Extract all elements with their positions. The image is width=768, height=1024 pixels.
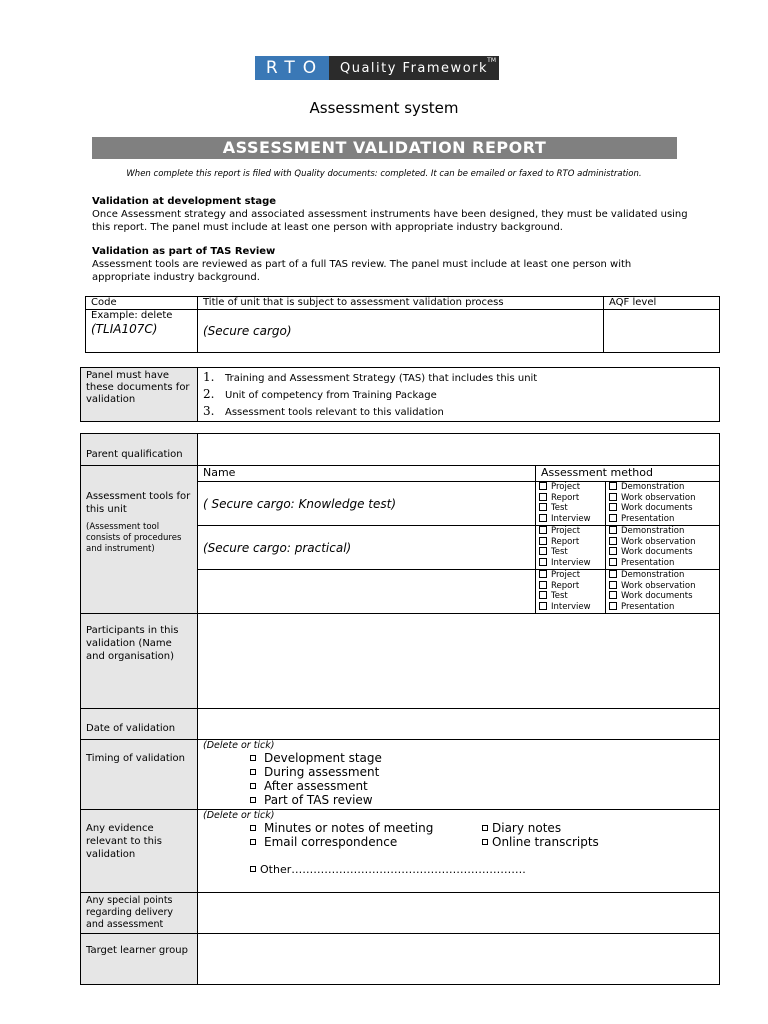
- evidence-instruction: (Delete or tick): [203, 810, 275, 821]
- checkbox-icon[interactable]: [539, 482, 547, 490]
- system-title: Assessment system: [309, 99, 459, 117]
- method-option[interactable]: [539, 547, 602, 558]
- date-field[interactable]: [198, 709, 720, 740]
- special-points-label: Any special points regarding delivery and assessment: [81, 893, 198, 934]
- panel-documents: [198, 368, 720, 422]
- assessment-tools-label-cell: [81, 466, 198, 614]
- method-option[interactable]: [539, 602, 602, 613]
- methods-left-3: [536, 570, 606, 614]
- checkbox-icon[interactable]: [539, 537, 547, 545]
- method-option[interactable]: [609, 514, 716, 525]
- methods-right-2: [606, 526, 720, 570]
- method-header: Assessment method: [536, 466, 720, 482]
- option-label: Development stage: [264, 751, 382, 765]
- parent-qualification-field[interactable]: [198, 434, 720, 466]
- timing-option[interactable]: [250, 751, 714, 765]
- checkbox-icon[interactable]: [609, 591, 617, 599]
- document-item: [203, 370, 714, 387]
- option-label: Minutes or notes of meeting: [264, 821, 434, 835]
- checkbox-icon[interactable]: [250, 866, 256, 872]
- title-value: (Secure cargo): [203, 324, 292, 338]
- evidence-left: [203, 821, 482, 849]
- checkbox-icon[interactable]: [539, 570, 547, 578]
- option-label: Online transcripts: [492, 835, 599, 849]
- checkbox-icon[interactable]: [250, 839, 256, 845]
- report-banner: ASSESSMENT VALIDATION REPORT: [92, 137, 677, 159]
- methods-left-2: [536, 526, 606, 570]
- unit-table: [85, 296, 720, 353]
- timing-instruction: (Delete or tick): [203, 740, 275, 751]
- checkbox-icon[interactable]: [539, 547, 547, 555]
- logo-qf-text: Quality Framework: [339, 60, 489, 76]
- timing-label: Timing of validation: [81, 740, 198, 810]
- logo-rto: RTO: [255, 56, 329, 80]
- checkbox-icon[interactable]: [250, 783, 256, 789]
- tool-name-text: (Secure cargo: practical): [203, 540, 352, 555]
- method-option[interactable]: [539, 581, 602, 592]
- code-value: (TLIA107C): [91, 322, 158, 336]
- checkbox-icon[interactable]: [539, 581, 547, 589]
- evidence-right: [482, 821, 599, 849]
- checkbox-icon[interactable]: [250, 797, 256, 803]
- checkbox-icon[interactable]: [250, 825, 256, 831]
- document-text: Assessment tools relevant to this validation: [225, 407, 444, 418]
- checkbox-icon[interactable]: [539, 493, 547, 501]
- participants-label: Participants in this validation (Name and organisation): [81, 614, 198, 709]
- method-option[interactable]: [609, 482, 716, 493]
- code-header: Code: [86, 297, 198, 310]
- method-label: Presentation: [621, 601, 675, 612]
- evidence-option[interactable]: [250, 821, 482, 835]
- timing-options: [203, 751, 714, 807]
- section-text-tas-review: Assessment tools are reviewed as part of a full TAS review. The panel must include at least one person with appropriate industry background.: [92, 259, 632, 283]
- method-option[interactable]: [539, 514, 602, 525]
- tool-name-3[interactable]: [198, 570, 536, 614]
- target-learner-label: Target learner group: [81, 934, 198, 985]
- tool-name-text: ( Secure cargo: Knowledge test): [203, 496, 397, 511]
- method-label: Work observation: [621, 536, 696, 547]
- parent-qualification-label: Parent qualification: [81, 434, 198, 466]
- method-option[interactable]: [539, 482, 602, 493]
- checkbox-icon[interactable]: [609, 602, 617, 610]
- methods-right-1: [606, 482, 720, 526]
- evidence-field: [198, 810, 720, 893]
- method-label: Test: [551, 591, 568, 601]
- document-number: 3.: [203, 404, 215, 418]
- method-label: Demonstration: [621, 526, 685, 536]
- aqf-cell[interactable]: [604, 310, 720, 353]
- method-option[interactable]: [539, 537, 602, 548]
- timing-field: [198, 740, 720, 810]
- aqf-header: AQF level: [604, 297, 720, 310]
- option-label: Email correspondence: [264, 835, 398, 849]
- option-label: After assessment: [264, 779, 368, 793]
- title-cell[interactable]: [198, 310, 604, 353]
- checkbox-icon[interactable]: [539, 602, 547, 610]
- logo-quality-framework: [329, 56, 499, 80]
- document-number: 1.: [203, 370, 215, 384]
- filing-note: When complete this report is filed with Quality documents: completed. It can be emailed or faxed to RTO administration.: [126, 169, 642, 179]
- method-label: Project: [551, 482, 581, 492]
- method-option[interactable]: [609, 526, 716, 537]
- method-option[interactable]: [609, 547, 716, 558]
- checkbox-icon[interactable]: [609, 493, 617, 501]
- methods-left-1: [536, 482, 606, 526]
- method-option[interactable]: [609, 537, 716, 548]
- tool-name-1[interactable]: [198, 482, 536, 526]
- checkbox-icon[interactable]: [250, 755, 256, 761]
- timing-option[interactable]: [250, 779, 714, 793]
- checkbox-icon[interactable]: [539, 591, 547, 599]
- evidence-option[interactable]: [482, 835, 599, 849]
- evidence-other[interactable]: [203, 863, 714, 877]
- section-heading-development: Validation at development stage: [92, 196, 277, 207]
- participants-field[interactable]: [198, 614, 720, 709]
- checkbox-icon[interactable]: [539, 503, 547, 511]
- method-option[interactable]: [609, 581, 716, 592]
- checkbox-icon[interactable]: [250, 769, 256, 775]
- method-label: Work documents: [621, 591, 693, 601]
- method-label: Interview: [551, 557, 591, 568]
- validation-table: [80, 433, 720, 985]
- panel-label: Panel must have these documents for validation: [81, 368, 198, 422]
- method-label: Demonstration: [621, 482, 685, 492]
- method-label: Interview: [551, 601, 591, 612]
- checkbox-icon[interactable]: [482, 839, 488, 845]
- checkbox-icon[interactable]: [609, 547, 617, 555]
- timing-option[interactable]: [250, 765, 714, 779]
- timing-option[interactable]: [250, 793, 714, 807]
- assessment-tools-label: Assessment tools for this unit: [86, 491, 191, 515]
- method-label: Presentation: [621, 557, 675, 568]
- section-text-development: Once Assessment strategy and associated assessment instruments have been designed, they must be validated using this report. The panel must include at least one person with appropriate industry background.: [92, 209, 688, 233]
- evidence-options: [203, 821, 714, 849]
- panel-table: [80, 367, 720, 422]
- method-label: Report: [551, 536, 580, 547]
- name-header: Name: [198, 466, 536, 482]
- method-label: Presentation: [621, 513, 675, 524]
- method-option[interactable]: [609, 591, 716, 602]
- target-learner-field[interactable]: [198, 934, 720, 985]
- method-option[interactable]: [539, 503, 602, 514]
- title-header: Title of unit that is subject to assessment validation process: [198, 297, 604, 310]
- assessment-tools-note: (Assessment tool consists of procedures and instrument): [86, 522, 182, 554]
- checkbox-icon[interactable]: [539, 558, 547, 566]
- method-label: Project: [551, 570, 581, 580]
- method-option[interactable]: [609, 602, 716, 613]
- checkbox-icon[interactable]: [539, 526, 547, 534]
- method-label: Test: [551, 503, 568, 513]
- method-label: Test: [551, 547, 568, 557]
- evidence-option[interactable]: [250, 835, 482, 849]
- document-text: Training and Assessment Strategy (TAS) that includes this unit: [225, 373, 538, 384]
- method-option[interactable]: [609, 503, 716, 514]
- rto-logo: [255, 56, 499, 80]
- document-text: Unit of competency from Training Package: [225, 390, 437, 401]
- method-option[interactable]: [539, 570, 602, 581]
- method-option[interactable]: [609, 493, 716, 504]
- section-heading-tas-review: Validation as part of TAS Review: [92, 246, 276, 257]
- checkbox-icon[interactable]: [609, 558, 617, 566]
- evidence-option[interactable]: [482, 821, 599, 835]
- evidence-label: Any evidence relevant to this validation: [81, 810, 198, 893]
- method-option[interactable]: [539, 558, 602, 569]
- method-option[interactable]: [539, 493, 602, 504]
- checkbox-icon[interactable]: [609, 526, 617, 534]
- method-label: Work observation: [621, 580, 696, 591]
- method-label: Report: [551, 580, 580, 591]
- document-number: 2.: [203, 387, 215, 401]
- method-option[interactable]: [609, 570, 716, 581]
- methods-right-3: [606, 570, 720, 614]
- checkbox-icon[interactable]: [482, 825, 488, 831]
- method-label: Work documents: [621, 547, 693, 557]
- example-label: Example: delete: [91, 310, 173, 321]
- checkbox-icon[interactable]: [609, 482, 617, 490]
- method-label: Project: [551, 526, 581, 536]
- date-label: Date of validation: [81, 709, 198, 740]
- method-label: Interview: [551, 513, 591, 524]
- checkbox-icon[interactable]: [609, 514, 617, 522]
- method-label: Demonstration: [621, 570, 685, 580]
- method-label: Report: [551, 492, 580, 503]
- checkbox-icon[interactable]: [609, 503, 617, 511]
- method-label: Work documents: [621, 503, 693, 513]
- method-option[interactable]: [539, 526, 602, 537]
- checkbox-icon[interactable]: [539, 514, 547, 522]
- logo-tm: TM: [487, 57, 496, 64]
- checkbox-icon[interactable]: [609, 537, 617, 545]
- special-points-field[interactable]: [198, 893, 720, 934]
- method-label: Work observation: [621, 492, 696, 503]
- document-item: [203, 404, 714, 421]
- method-option[interactable]: [539, 591, 602, 602]
- method-option[interactable]: [609, 558, 716, 569]
- option-label: Diary notes: [492, 821, 562, 835]
- document-item: [203, 387, 714, 404]
- code-cell[interactable]: [86, 310, 198, 353]
- option-label: Other……………………………………………………….: [260, 863, 526, 876]
- checkbox-icon[interactable]: [609, 581, 617, 589]
- option-label: During assessment: [264, 765, 380, 779]
- tool-name-2[interactable]: [198, 526, 536, 570]
- option-label: Part of TAS review: [264, 793, 373, 807]
- checkbox-icon[interactable]: [609, 570, 617, 578]
